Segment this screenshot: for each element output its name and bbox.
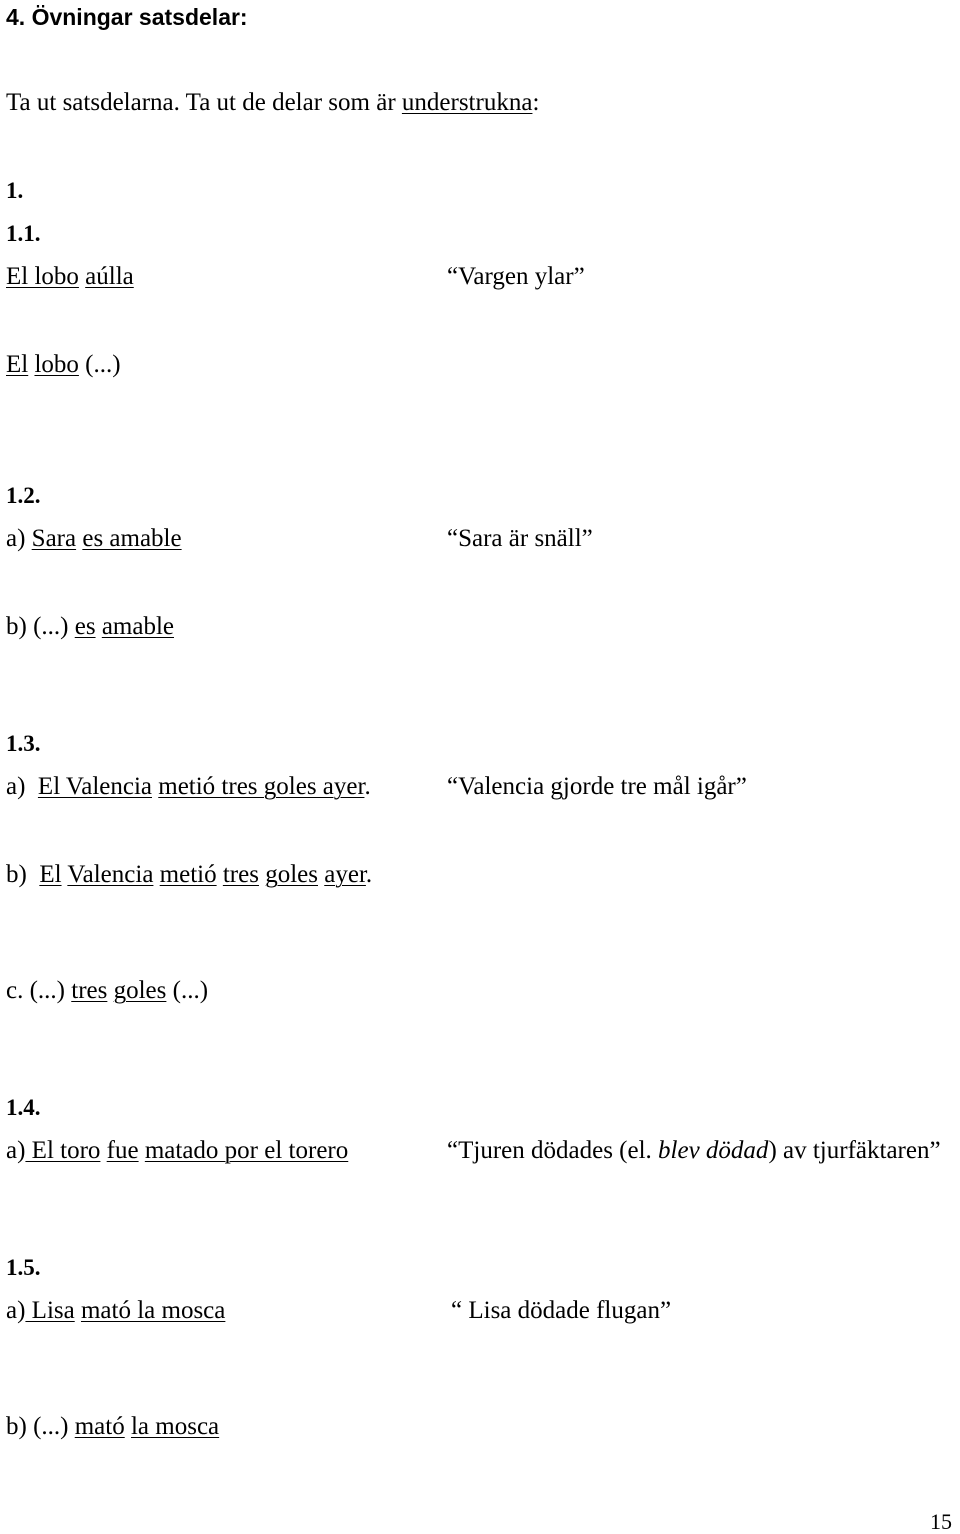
- exercise-number: 1.4.: [6, 1095, 41, 1120]
- swedish-translation: [451, 1296, 671, 1326]
- swedish-translation: [447, 772, 747, 802]
- word-part: tres: [222, 861, 259, 888]
- word-part: goles: [265, 861, 318, 888]
- verb-part: fue: [106, 1137, 139, 1164]
- spanish-sentence: [6, 524, 182, 554]
- subject-part: Sara: [31, 525, 77, 552]
- noun-part: lobo: [34, 351, 79, 378]
- translation-text: Vargen ylar: [458, 263, 574, 290]
- page-number: 15: [930, 1509, 952, 1534]
- word-part: Valencia: [67, 861, 154, 888]
- instruction-text: Ta ut satsdelarna. Ta ut de delar som är: [6, 89, 402, 116]
- subject-part: El lobo: [6, 263, 79, 290]
- open-quote: “: [447, 1137, 459, 1164]
- word-part: El: [39, 861, 62, 888]
- open-quote: “: [447, 525, 459, 552]
- object-part: la mosca: [130, 1413, 220, 1440]
- swedish-translation: [447, 262, 585, 292]
- translation-text: Sara är snäll: [458, 525, 582, 552]
- item-label: b) (...): [6, 613, 75, 640]
- predicate-part: aúlla: [85, 263, 134, 290]
- answer-line: [6, 612, 174, 642]
- translation-text: Tjuren dödades (el.: [458, 1137, 659, 1164]
- open-quote: “: [447, 773, 459, 800]
- open-quote: “: [447, 263, 459, 290]
- answer-line: [6, 860, 372, 890]
- instruction-end: :: [532, 89, 540, 116]
- word-part: goles: [113, 977, 167, 1004]
- swedish-translation: [447, 1136, 941, 1166]
- close-quote: ”: [659, 1297, 672, 1324]
- close-quote: ”: [573, 263, 585, 290]
- word-part: ayer: [324, 861, 366, 888]
- item-label: a): [6, 1297, 26, 1324]
- word-part: tres: [71, 977, 108, 1004]
- swedish-translation: [447, 524, 593, 554]
- complement-part: amable: [101, 613, 174, 640]
- translation-text: Valencia gjorde tre mål igår: [458, 773, 736, 800]
- subject-part: Lisa: [25, 1297, 75, 1324]
- answer-line: [6, 976, 208, 1006]
- spanish-sentence: [6, 262, 134, 292]
- close-quote: ”: [581, 525, 593, 552]
- predicate-part: mató la mosca: [80, 1297, 226, 1324]
- omitted-part: (...): [78, 351, 121, 378]
- close-quote: ”: [929, 1137, 941, 1164]
- item-label: a): [6, 773, 38, 800]
- subject-part: El toro: [25, 1137, 101, 1164]
- subject-part: El Valencia: [37, 773, 152, 800]
- agent-part: matado por el torero: [144, 1137, 349, 1164]
- item-label: b) (...): [6, 1413, 75, 1440]
- exercise-number: 1.5.: [6, 1255, 41, 1280]
- instruction-underlined: understrukna: [401, 89, 533, 116]
- spanish-sentence: [6, 1296, 225, 1326]
- exercise-number: 1.3.: [6, 731, 41, 756]
- answer-line: [6, 350, 121, 380]
- open-quote: “: [451, 1297, 469, 1324]
- section-number: 1.: [6, 178, 24, 203]
- translation-text: ) av tjurfäktaren: [768, 1137, 930, 1164]
- period: .: [364, 773, 371, 800]
- item-label: b): [6, 861, 40, 888]
- omitted-part: (...): [166, 977, 209, 1004]
- instruction: [6, 88, 539, 118]
- answer-line: [6, 1412, 219, 1442]
- item-label: a): [6, 525, 32, 552]
- period: .: [365, 861, 373, 888]
- close-quote: ”: [735, 773, 747, 800]
- translation-text: Lisa dödade flugan: [468, 1297, 660, 1324]
- verb-part: es: [74, 613, 96, 640]
- word-part: metió: [159, 861, 217, 888]
- page-heading: 4. Övningar satsdelar:: [6, 4, 248, 30]
- translation-italic: blev dödad: [658, 1137, 769, 1164]
- exercise-number: 1.2.: [6, 483, 41, 508]
- exercise-number: 1.1.: [6, 221, 41, 246]
- predicate-part: metió tres goles ayer: [158, 773, 365, 800]
- verb-part: mató: [74, 1413, 125, 1440]
- predicate-part: es amable: [82, 525, 182, 552]
- item-label: c. (...): [6, 977, 72, 1004]
- item-label: a): [6, 1137, 26, 1164]
- article-part: El: [6, 351, 29, 378]
- spanish-sentence: [6, 772, 371, 802]
- spanish-sentence: [6, 1136, 348, 1166]
